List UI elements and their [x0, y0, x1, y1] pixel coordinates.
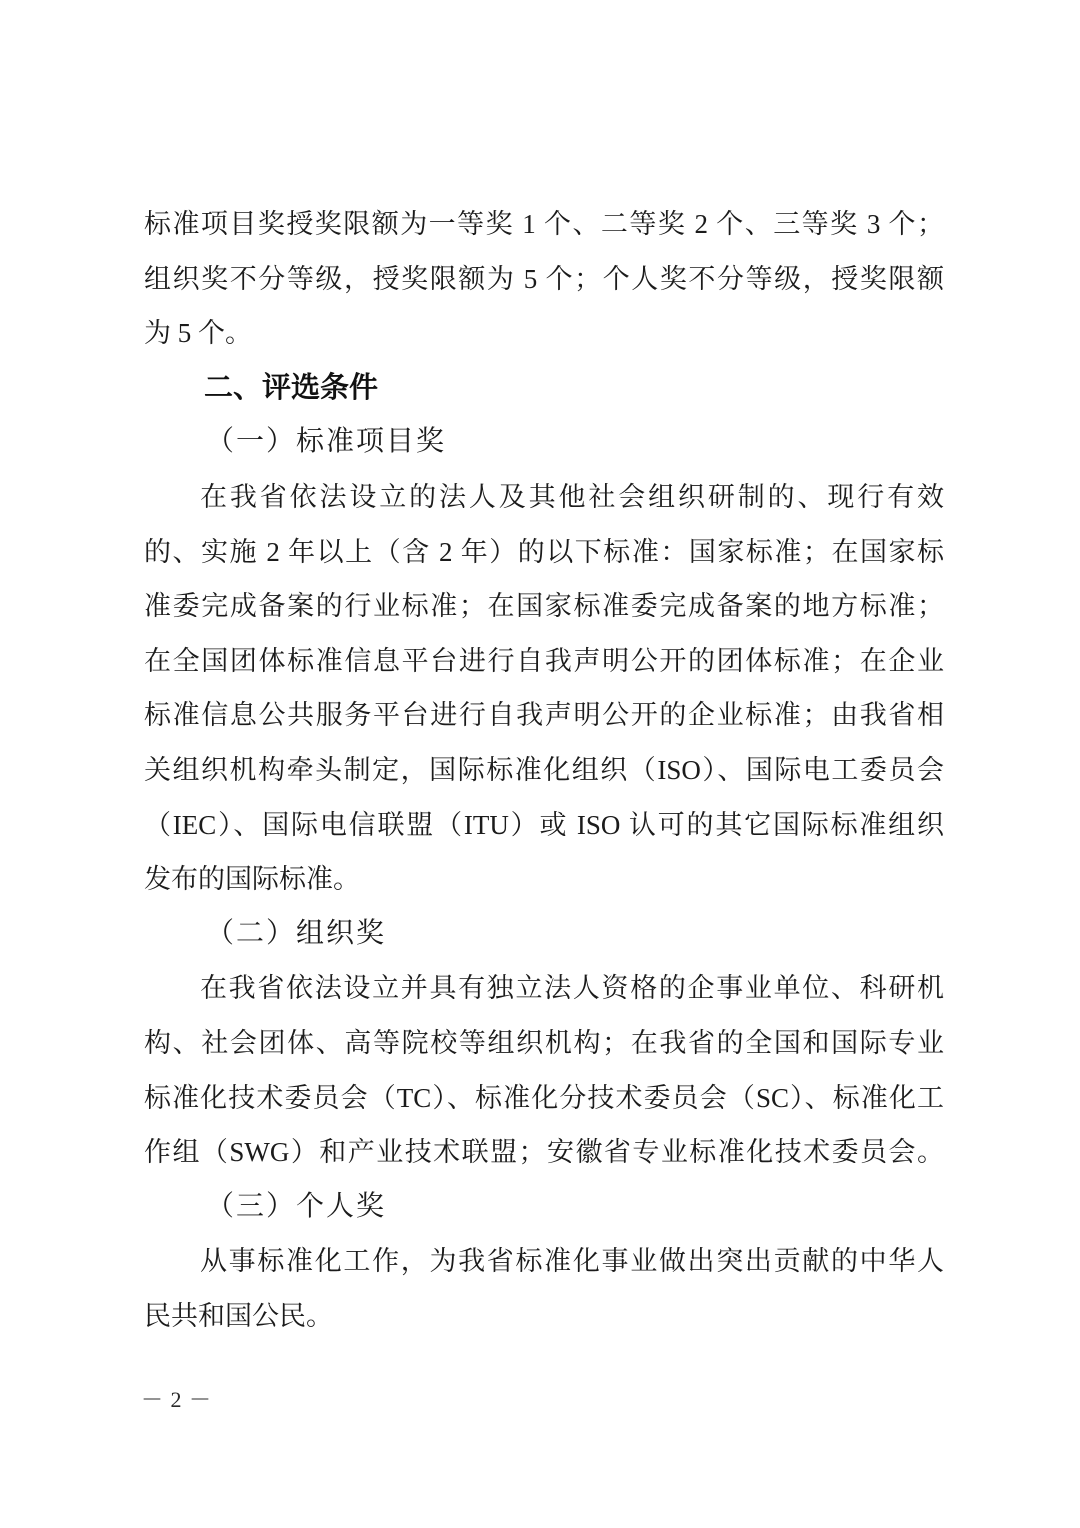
text-line: 构、社会团体、高等院校等组织机构；在我省的全国和国际专业	[144, 1027, 944, 1058]
page-number: － 2 －	[141, 1387, 213, 1412]
text-line: 标准化技术委员会（TC）、标准化分技术委员会（SC）、标准化工	[144, 1082, 944, 1113]
subsection-heading-3: （三）个人奖	[206, 1190, 387, 1222]
text-line: 准委完成备案的行业标准；在国家标准委完成备案的地方标准；	[144, 591, 944, 622]
section-heading: 二、评选条件	[204, 371, 379, 404]
text-line: 关组织机构牵头制定，国际标准化组织（ISO）、国际电工委员会	[144, 754, 944, 785]
text-line: 在我省依法设立并具有独立法人资格的企事业单位、科研机	[200, 973, 944, 1004]
text-line: 发布的国际标准。	[144, 864, 360, 895]
subsection-heading-2: （二）组织奖	[206, 917, 387, 949]
text-line: 从事标准化工作，为我省标准化事业做出突出贡献的中华人	[200, 1246, 944, 1277]
text-line: （IEC）、国际电信联盟（ITU）或 ISO 认可的其它国际标准组织	[144, 809, 944, 840]
text-line: 标准信息公共服务平台进行自我声明公开的企业标准；由我省相	[144, 700, 944, 731]
document-body	[144, 197, 944, 1343]
text-line: 组织奖不分等级，授奖限额为 5 个；个人奖不分等级，授奖限额	[144, 263, 944, 294]
text-line: 在我省依法设立的法人及其他社会组织研制的、现行有效	[200, 481, 944, 512]
text-line: 的、实施 2 年以上（含 2 年）的以下标准：国家标准；在国家标	[144, 536, 944, 567]
text-line: 标准项目奖授奖限额为一等奖 1 个、二等奖 2 个、三等奖 3 个；	[144, 209, 944, 239]
text-line: 民共和国公民。	[144, 1300, 333, 1331]
text-line: 作组（SWG）和产业技术联盟；安徽省专业标准化技术委员会。	[144, 1137, 944, 1168]
subsection-heading-1: （一）标准项目奖	[206, 426, 447, 458]
text-line: 在全国团体标准信息平台进行自我声明公开的团体标准；在企业	[144, 645, 944, 676]
text-line: 为 5 个。	[144, 318, 252, 349]
